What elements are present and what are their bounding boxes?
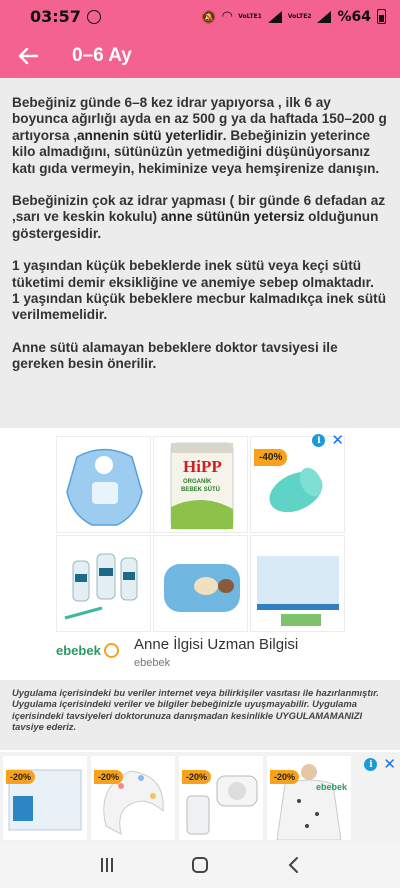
battery-icon [377, 9, 386, 24]
ad-product-formula[interactable] [153, 436, 248, 533]
ad2-discount-1: -20% [6, 770, 35, 784]
ad-product-water[interactable] [250, 535, 345, 632]
paragraph-4: Anne sütü alamayan bebeklere doktor tavsiyesi ile gereken besin önerilir. [12, 339, 338, 372]
paragraph-1-text: Bebeğiniz günde 6–8 kez idrar yapıyorsa , ilk 6 ay boyunca ağırlığı ayda en az 500 g ya da haftada 150–200 g artıyorsa , [12, 95, 387, 143]
ad2-discount-4: -20% [270, 770, 299, 784]
home-button[interactable] [180, 845, 220, 885]
ad2-discount-3: -20% [182, 770, 211, 784]
whatsapp-icon [87, 10, 101, 24]
formula-brand: HiPP [183, 457, 222, 476]
paragraph-2-rest: olduğunun göstergesidir. [12, 209, 379, 241]
bottles-image [57, 536, 151, 632]
formula-line2: BEBEK SÜTÜ [181, 487, 221, 493]
chevron-left-icon [287, 856, 299, 874]
paragraph-2-text: Bebeğinizin çok az idrar yapması ( bir günde 6 defadan az ,sarı ve keskin kokulu) [12, 193, 386, 225]
status-icons [201, 9, 386, 25]
network-label-2: VoLTE2 [287, 13, 312, 20]
ad2-pillow-image [91, 756, 175, 840]
ad2-info-icon[interactable]: i [364, 758, 377, 771]
recents-icon [101, 858, 113, 872]
ad-headline[interactable]: Anne İlgisi Uzman Bilgisi [134, 636, 299, 653]
paragraph-2 [12, 193, 390, 242]
plate-image [154, 536, 248, 632]
ad-close-icon[interactable]: ✕ [331, 432, 344, 449]
paragraph-1-rest: . Bebeğinizin yeterince kilo almadığını, sütünüzün yetmediğini düşünüyorsanız katı gıda vermeyin, hekiminize veya hemşirenize danışın. [12, 127, 380, 176]
ad-product-bottles[interactable] [56, 535, 151, 632]
paragraph-1 [12, 95, 390, 177]
paragraph-3b-text: 1 yaşından küçük bebeklere mecbur kalmadıkça inek sütü verilmemelidir. [12, 291, 386, 323]
network-label-1: VoLTE1 [238, 13, 262, 20]
ad2-box-image [3, 756, 87, 840]
ad2-discount-2: -20% [94, 770, 123, 784]
page-title: 0–6 Ay [72, 44, 132, 66]
ad2-product-1[interactable] [3, 756, 87, 840]
ad2-device-image [179, 756, 263, 840]
ad-brand-name: ebebek [56, 643, 101, 658]
ad-product-bib[interactable] [56, 436, 151, 533]
system-nav-bar [0, 842, 400, 888]
ad-product-pacifier[interactable] [250, 432, 345, 533]
ad-advertiser: ebebek [134, 657, 171, 669]
ad2-nursing-cover-image [267, 756, 351, 840]
banner-ad[interactable] [50, 428, 350, 678]
signal-icon-2 [317, 11, 331, 23]
back-button[interactable] [8, 36, 48, 76]
ad2-product-3[interactable] [179, 756, 263, 840]
formula-line1: ORGANİK [183, 479, 212, 485]
bib-image [57, 437, 151, 533]
ad2-choices[interactable] [364, 758, 396, 771]
app-bar [0, 33, 400, 78]
bear-logo-icon [104, 643, 119, 658]
ad-choices[interactable] [312, 434, 344, 447]
paragraph-3 [12, 258, 390, 324]
ad-brand-logo[interactable] [56, 643, 119, 658]
bottom-banner-ad[interactable] [0, 752, 400, 842]
ad2-close-icon[interactable]: ✕ [383, 756, 396, 773]
signal-icon-1 [268, 11, 282, 23]
article-content [0, 78, 400, 428]
wifi-icon: ◠ [222, 9, 233, 24]
ad2-product-4[interactable] [267, 756, 351, 840]
status-time: 03:57 [30, 7, 81, 26]
paragraph-2-strong: anne sütünün yetersiz [160, 209, 305, 225]
arrow-left-icon [18, 47, 38, 65]
paragraph-1-strong: annenin sütü yeterlidir [76, 127, 223, 143]
ad2-product-2[interactable] [91, 756, 175, 840]
recents-button[interactable] [87, 845, 127, 885]
ad-info-icon[interactable]: i [312, 434, 325, 447]
paragraph-3-text: 1 yaşından küçük bebeklerde inek sütü veya keçi sütü tüketimi demir eksikliğine ve anemiye sebep olmaktadır. [12, 258, 374, 290]
ad-product-plate[interactable] [153, 535, 248, 632]
disclaimer-text: Uygulama içerisindeki bu veriler internet veya bilirkişiler vasıtası ile hazırlanmıştır. Uygulama içerisindeki veriler ve bilgiler bebeğinizle uyuşmayabilir. Uygulama içerisindeki tavsiyeleri doktorunuza danışmadan kesinlikle UYGULAMAMANIZI tavsiye ederiz. [0, 680, 400, 750]
home-icon [192, 857, 208, 873]
mute-icon: 🔕 [201, 9, 217, 24]
discount-badge: -40% [254, 449, 287, 466]
formula-can-image [154, 437, 248, 533]
battery-percent: %64 [337, 8, 371, 25]
water-bottles-image [251, 536, 345, 632]
system-back-button[interactable] [273, 845, 313, 885]
ad2-brand-logo: ebebek [315, 782, 347, 792]
status-bar [0, 0, 400, 33]
